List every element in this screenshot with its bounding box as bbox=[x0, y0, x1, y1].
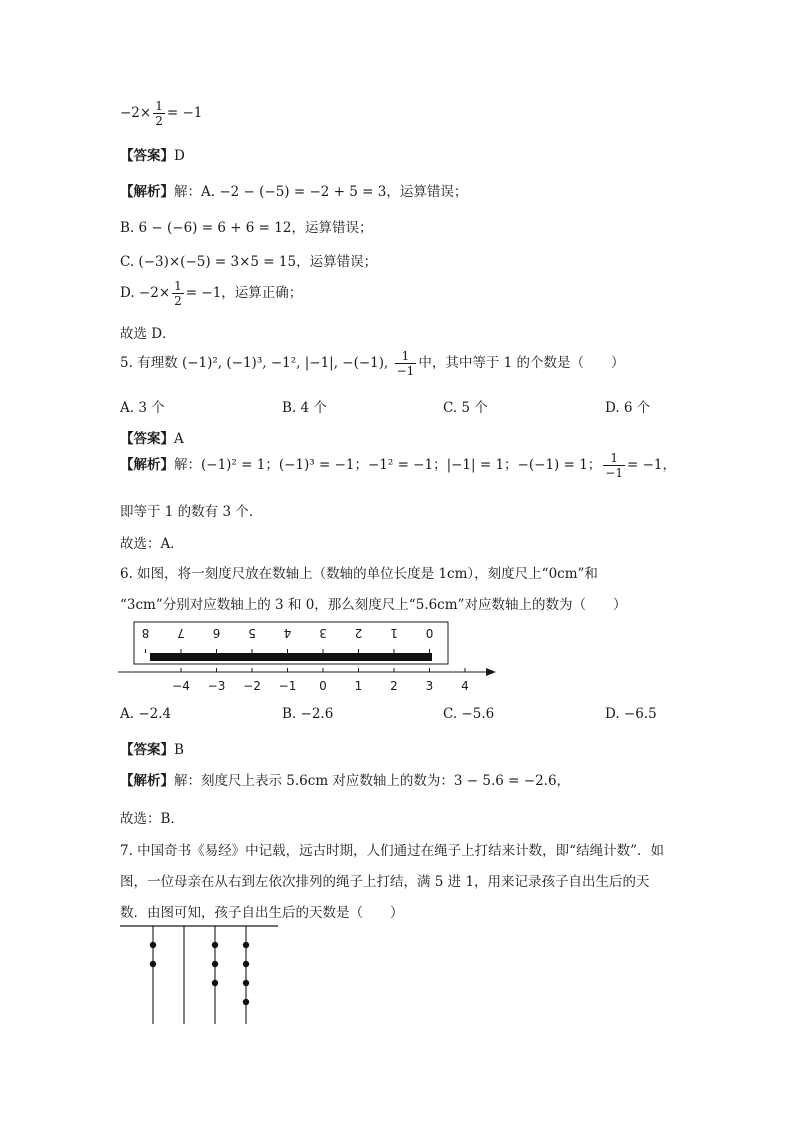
q5-answer: 【答案】A bbox=[120, 431, 184, 447]
knot bbox=[150, 961, 156, 967]
ruler-label: 5 bbox=[248, 626, 256, 640]
ruler-number-line-figure bbox=[0, 618, 794, 698]
axis-label: −2 bbox=[243, 679, 261, 693]
knot bbox=[243, 961, 249, 967]
axis-label: 0 bbox=[319, 679, 327, 693]
arrow-icon bbox=[486, 668, 496, 676]
knotted-ropes-figure bbox=[0, 920, 794, 1030]
knot bbox=[212, 961, 218, 967]
q5-analysis: 【解析】解：(−1)² = 1；(−1)³ = −1；−1² = −1；|−1| = 1；−(−1) = 1； $\frac{1}{-1}$ = −1， bbox=[120, 451, 677, 480]
axis-labels bbox=[172, 679, 469, 693]
q5-option-d: D. 6 个 bbox=[605, 400, 651, 416]
q5-stem: 5. 有理数 (−1)², (−1)³, −1², |−1|, −(−1), $\frac{1}{-1}$ 中，其中等于 1 的个数是（ ） bbox=[120, 349, 625, 378]
axis-label: 3 bbox=[425, 679, 434, 693]
ruler-label: 1 bbox=[390, 626, 398, 640]
knot bbox=[212, 942, 218, 948]
q7-line1: 7. 中国奇书《易经》中记载，远古时期，人们通过在绳子上打结来计数，即“结绳计数”．如 bbox=[120, 843, 664, 859]
knot bbox=[212, 980, 218, 986]
q5-conclusion: 故选：A． bbox=[120, 536, 184, 552]
q6-option-c: C. −5.6 bbox=[443, 706, 495, 722]
q6-option-d: D. −6.5 bbox=[605, 706, 657, 722]
prev-expression: −2× $\frac{1}{2}$ = −1 bbox=[120, 99, 203, 128]
axis-label: 4 bbox=[461, 679, 469, 693]
fraction: $\frac{1}{-1}$ bbox=[396, 349, 415, 378]
q5-analysis-line2: 即等于 1 的数有 3 个． bbox=[120, 504, 263, 520]
q5-option-b: B. 4 个 bbox=[282, 400, 327, 416]
axis-label: −3 bbox=[207, 679, 226, 693]
q6-analysis: 【解析】解：刻度尺上表示 5.6cm 对应数轴上的数为：3 − 5.6 = −2.6， bbox=[120, 773, 571, 789]
q5-option-a: A. 3 个 bbox=[120, 400, 165, 416]
q6-answer: 【答案】B bbox=[120, 742, 184, 758]
q6-option-a: A. −2.4 bbox=[120, 706, 172, 722]
axis-ticks bbox=[181, 668, 465, 672]
q6-option-b: B. −2.6 bbox=[282, 706, 334, 722]
q7-line3: 数．由图可知，孩子自出生后的天数是（ ） bbox=[120, 905, 404, 921]
q6-stem-line1: 6. 如图，将一刻度尺放在数轴上（数轴的单位长度是 1cm），刻度尺上“0cm”和 bbox=[120, 566, 598, 582]
knot bbox=[243, 999, 249, 1005]
prev-analysis-d: D. −2× $\frac{1}{2}$ = −1，运算正确； bbox=[120, 279, 303, 308]
q6-stem-line2: “3cm”分别对应数轴上的 3 和 0，那么刻度尺上“5.6cm”对应数轴上的数为（ ） bbox=[120, 597, 627, 613]
fraction: $\frac{1}{2}$ bbox=[174, 279, 182, 308]
ruler-bar bbox=[150, 653, 432, 661]
q6-conclusion: 故选：B． bbox=[120, 811, 184, 827]
ruler-label: 3 bbox=[319, 626, 327, 640]
ruler-label: 8 bbox=[141, 626, 150, 640]
ruler-label: 2 bbox=[354, 626, 363, 640]
ruler-label: 7 bbox=[177, 626, 185, 640]
ruler-label: 0 bbox=[425, 626, 434, 640]
fraction: $\frac{1}{2}$ bbox=[155, 99, 163, 128]
prev-analysis-c: C. (−3)×(−5) = 3×5 = 15，运算错误； bbox=[120, 254, 378, 270]
q5-option-c: C. 5 个 bbox=[443, 400, 488, 416]
axis-label: 1 bbox=[354, 679, 363, 693]
knot bbox=[243, 980, 249, 986]
axis-label: 2 bbox=[390, 679, 398, 693]
prev-answer: 【答案】D bbox=[120, 148, 185, 164]
prev-analysis-a: 【解析】解：A. −2 − (−5) = −2 + 5 = 3，运算错误； bbox=[120, 184, 468, 200]
ruler-label: 6 bbox=[212, 626, 221, 640]
prev-conclusion: 故选 D． bbox=[120, 326, 176, 342]
q7-line2: 图，一位母亲在从右到左依次排列的绳子上打结，满 5 进 1，用来记录孩子自出生后的天 bbox=[120, 874, 650, 890]
ruler-label: 4 bbox=[283, 626, 292, 640]
prev-analysis-b: B. 6 − (−6) = 6 + 6 = 12，运算错误； bbox=[120, 220, 373, 236]
knot bbox=[150, 942, 156, 948]
knot bbox=[243, 942, 249, 948]
axis-label: −4 bbox=[172, 679, 190, 693]
fraction: $\frac{1}{-1}$ bbox=[605, 451, 623, 480]
axis-label: −1 bbox=[278, 679, 297, 693]
